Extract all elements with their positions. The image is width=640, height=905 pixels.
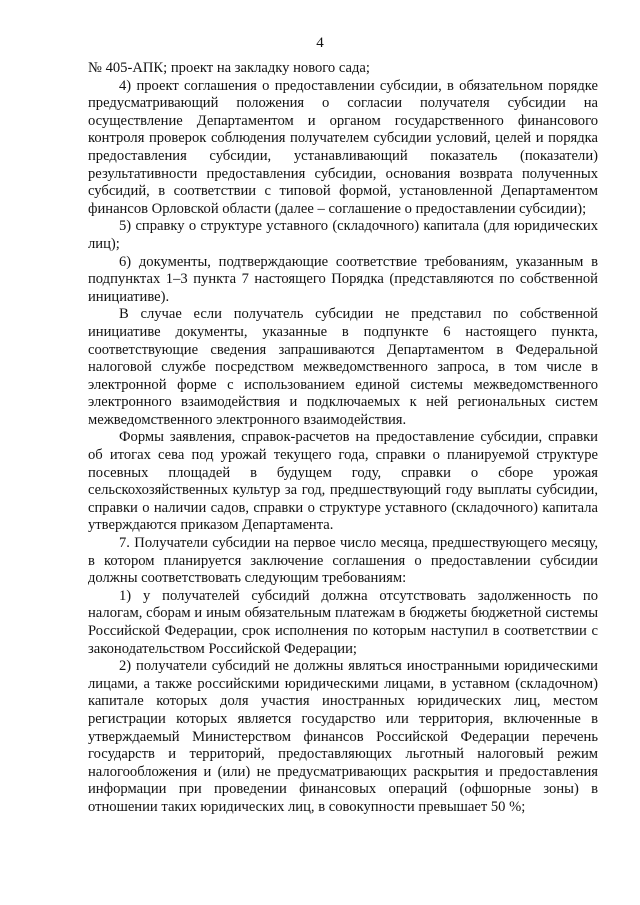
paragraph-continuation: № 405-АПК; проект на закладку нового сада;: [88, 60, 370, 76]
paragraph-item-5: 5) справку о структуре уставного (складочного) капитала (для юридических лиц);: [88, 218, 598, 252]
paragraph-requirement-1: 1) у получателей субсидий должна отсутствовать задолженность по налогам, сборам и иным обязательным платежам в бюджеты бюджетной системы Российской Федерации, срок исполнения по которым наступил в соответствии с законодательством Российской Федерации;: [88, 587, 598, 657]
paragraph-interagency-request: В случае если получатель субсидии не представил по собственной инициативе документы, указанные в подпункте 6 настоящего пункта, соответствующие сведения запрашиваются Департаментом в Федеральной налоговой службе посредством межведомственного запроса, в том числе в электронной форме с использованием единой системы межведомственного электронного взаимодействия и подключаемых к ней региональных систем межведомственного электронного взаимодействия.: [88, 306, 598, 428]
paragraph-requirement-2: 2) получатели субсидий не должны являться иностранными юридическими лицами, а также российскими юридическими лицами, в уставном (складочном) капитале которых доля участия иностранных юридических лиц, местом регистрации которых является государство или территория, включенные в утверждаемый Министерством финансов Российской Федерации перечень государств и территорий, предоставляющих льготный налоговый режим налогообложения и (или) не предусматривающих раскрытия и предоставления информации при проведении финансовых операций (офшорные зоны) в отношении таких юридических лиц, в совокупности превышает 50 %;: [88, 658, 598, 815]
paragraph-section-7: 7. Получатели субсидии на первое число месяца, предшествующего месяцу, в котором планируется заключение соглашения о предоставлении субсидии должны соответствовать следующим требованиям:: [88, 535, 598, 587]
page-number: 4: [316, 35, 324, 51]
document-body: [88, 60, 598, 817]
paragraph-item-6: 6) документы, подтверждающие соответствие требованиям, указанным в подпунктах 1–3 пункта 7 настоящего Порядка (представляются по собственной инициативе).: [88, 253, 598, 305]
paragraph-forms: Формы заявления, справок-расчетов на предоставление субсидии, справки об итогах сева под урожай текущего года, справки о планируемой структуре посевных площадей в будущем году, справки о сборе урожая сельскохозяйственных культур за год, предшествующий году выплаты субсидии, справки о наличии садов, справки о структуре уставного (складочного) капитала утверждаются приказом Департамента.: [88, 429, 598, 534]
paragraph-item-4: 4) проект соглашения о предоставлении субсидии, в обязательном порядке предусматривающий положения о согласии получателя субсидии на осуществление Департаментом и органом государственного финансового контроля проверок соблюдения получателем субсидии условий, целей и порядка предоставления субсидии, устанавливающий показатель (показатели) результативности предоставления субсидии, основания возврата полученных субсидий, в соответствии с типовой формой, установленной Департаментом финансов Орловской области (далее – соглашение о предоставлении субсидии);: [88, 77, 598, 217]
